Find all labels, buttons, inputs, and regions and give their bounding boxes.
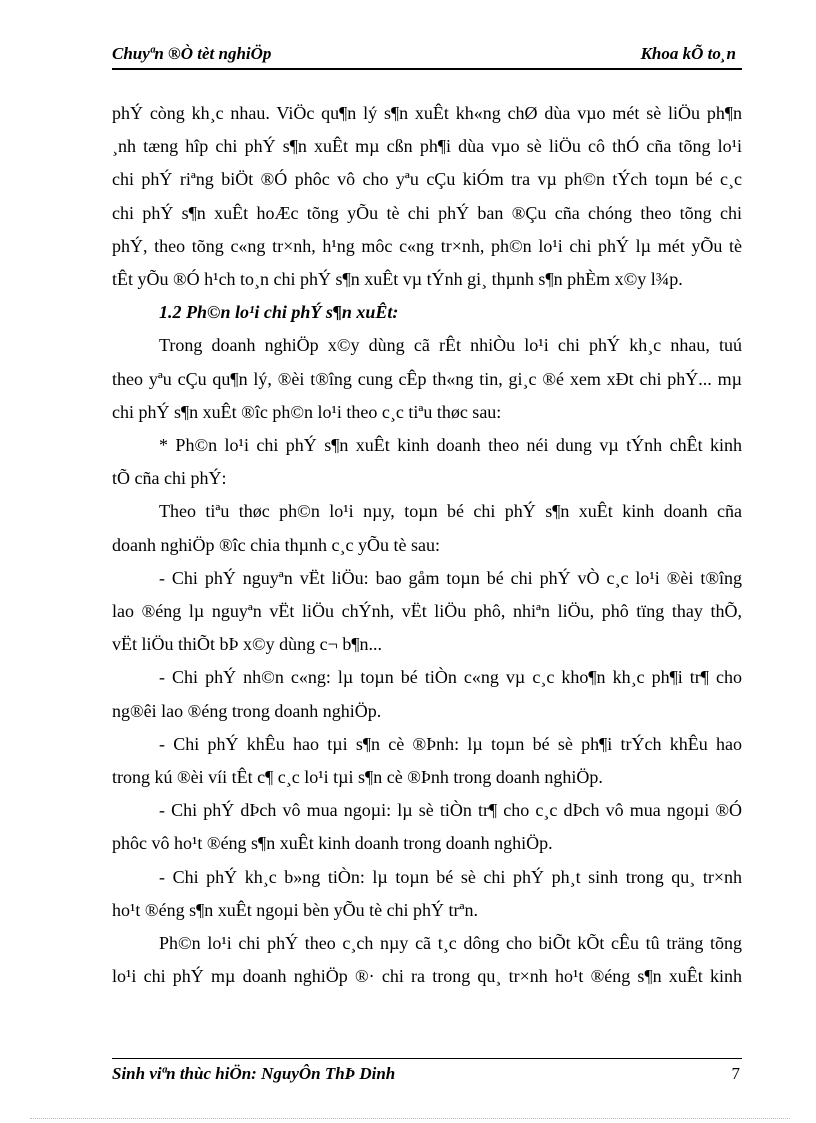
text-line: Trong doanh nghiÖp x©y dùng cã rÊt nhiÒu lo¹i chi phÝ kh¸c nhau, tuú: [159, 335, 742, 356]
header-title: Chuyªn ®Ò tèt nghiÖp: [112, 44, 272, 63]
page-header: [112, 42, 742, 70]
text-line: lao ®éng lµ nguyªn vËt liÖu chÝnh, vËt liÖu phô, nhiªn liÖu, phô tïng thay thÕ,: [112, 601, 742, 622]
text-line: theo yªu cÇu qu¶n lý, ®èi t®îng cung cÊp th«ng tin, gi¸c ®é xem xÐt chi phÝ... mµ: [112, 368, 742, 389]
bottom-divider: [30, 1118, 790, 1119]
text-line: chi phÝ riªng biÖt ®Ó phôc vô cho yªu cÇu kiÓm tra vµ ph©n tÝch toµn bé c¸c: [112, 169, 742, 190]
page-footer: [112, 1058, 742, 1089]
text-line: phôc vô ho¹t ®éng s¶n xuÊt kinh doanh trong doanh nghiÖp.: [112, 833, 553, 854]
text-line: Ph©n lo¹i chi phÝ theo c¸ch nµy cã t¸c dông cho biÕt kÕt cÊu tû träng tõng: [159, 933, 742, 954]
footer-author: Sinh viªn thùc hiÖn: NguyÔn ThÞ Dinh: [112, 1064, 396, 1083]
text-line: chi phÝ s¶n xuÊt ®îc ph©n lo¹i theo c¸c tiªu thøc sau:: [112, 401, 502, 422]
page-number: 7: [731, 1064, 740, 1083]
text-line: phÝ còng kh¸c nhau. ViÖc qu¶n lý s¶n xuÊt kh«ng chØ dùa vµo mét sè liÖu ph¶n: [112, 103, 742, 123]
text-line: tÕ cña chi phÝ:: [112, 468, 227, 489]
section-heading: 1.2 Ph©n lo¹i chi phÝ s¶n xuÊt:: [159, 302, 399, 323]
text-line: ¸nh tæng hîp chi phÝ s¶n xuÊt mµ cßn ph¶i dùa vµo sè liÖu cô thÓ cña tõng lo¹i: [112, 136, 742, 157]
text-line: doanh nghiÖp ®îc chia thµnh c¸c yÕu tè sau:: [112, 534, 440, 555]
text-line: * Ph©n lo¹i chi phÝ s¶n xuÊt kinh doanh theo néi dung vµ tÝnh chÊt kinh: [159, 435, 742, 456]
body-text: [112, 97, 742, 993]
text-line: chi phÝ s¶n xuÊt hoÆc tõng yÕu tè chi phÝ ban ®Çu cña chóng theo tõng chi: [112, 202, 742, 223]
text-line: - Chi phÝ nguyªn vËt liÖu: bao gåm toµn bé chi phÝ vÒ c¸c lo¹i ®èi t®îng: [159, 567, 742, 588]
text-line: Theo tiªu thøc ph©n lo¹i nµy, toµn bé chi phÝ s¶n xuÊt kinh doanh cña: [159, 501, 742, 522]
text-line: - Chi phÝ kh¸c b»ng tiÒn: lµ toµn bé sè chi phÝ ph¸t sinh trong qu¸ tr×nh: [159, 866, 742, 887]
text-line: ng®êi lao ®éng trong doanh nghiÖp.: [112, 700, 382, 721]
header-department: Khoa kÕ to¸n: [640, 44, 736, 63]
text-line: phÝ, theo tõng c«ng tr×nh, h¹ng môc c«ng tr×nh, ph©n lo¹i chi phÝ lµ mét yÕu tè: [112, 235, 742, 256]
text-line: ho¹t ®éng s¶n xuÊt ngoµi bèn yÕu tè chi phÝ trªn.: [112, 899, 479, 920]
text-line: lo¹i chi phÝ mµ doanh nghiÖp ®· chi ra trong qu¸ tr×nh ho¹t ®éng s¶n xuÊt kinh: [112, 966, 742, 987]
text-line: trong kú ®èi víi tÊt c¶ c¸c lo¹i tµi s¶n cè ®Þnh trong doanh nghiÖp.: [112, 767, 603, 788]
text-line: tÊt yÕu ®Ó h¹ch to¸n chi phÝ s¶n xuÊt vµ tÝnh gi¸ thµnh s¶n phÈm x©y l¾p.: [112, 269, 683, 290]
text-line: - Chi phÝ dÞch vô mua ngoµi: lµ sè tiÒn tr¶ cho c¸c dÞch vô mua ngoµi ®Ó: [159, 800, 742, 821]
text-line: - Chi phÝ khÊu hao tµi s¶n cè ®Þnh: lµ toµn bé sè ph¶i trÝch khÊu hao: [159, 733, 742, 754]
text-line: vËt liÖu thiÕt bÞ x©y dùng c¬ b¶n...: [112, 634, 382, 655]
text-line: - Chi phÝ nh©n c«ng: lµ toµn bé tiÒn c«ng vµ c¸c kho¶n kh¸c ph¶i tr¶ cho: [159, 667, 742, 688]
